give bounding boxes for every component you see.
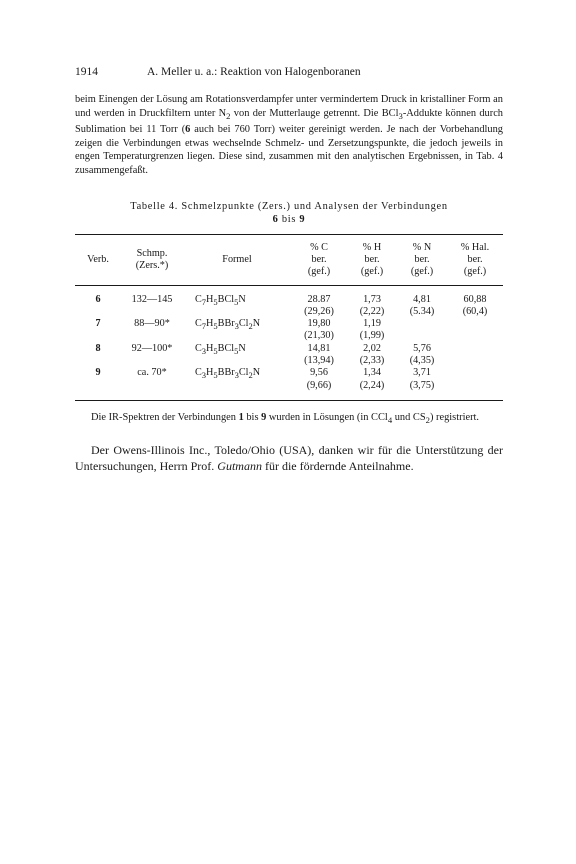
col-header-schmp: Schmp. (Zers.*) [135,247,169,272]
intro-paragraph: beim Einengen der Lösung am Rotationsverdampfer unter vermindertem Druck in kristalliner Form an und werden in Druckfiltern unter $N_2$ von der Mutterlauge getrennt. Die BCl$_3$-Addukte können durch Sublimation bei 11 Torr (6 auch bei 760 Torr) weiter gereinigt werden. Je nach der Vorbehandlung zeigen die Verbindungen etwas wechselnde Schmelz- und Zersetzungspunkte, die jedoch jeweils in engen Temperaturgrenzen liegen. Diese sind, zusammen mit den analytischen Ergebnissen, in Tab. 4 zusammengefaßt. [75,94,504,177]
cell-hal: 60,88 (60,4) [462,293,488,317]
running-title: A. Meller u. a.: Reaktion von Halogenboranen [147,66,361,78]
cell-schmp: ca. 70* [137,367,167,379]
cell-schmp: 132—145 [131,293,173,305]
cell-hal [447,318,503,343]
cell-hal [447,367,503,400]
cell-schmp: 88—90* [134,318,170,330]
page-number: 1914 [75,66,98,78]
table-header-row [75,234,503,285]
cell-h: 1,73 (2,22) [359,293,385,317]
table-caption: Tabelle 4. Schmelzpunkte (Zers.) und Analysen der Verbindungen 6 bis 9 [130,200,448,225]
cell-c: 14,81 (13,94) [304,342,334,367]
cell-n [397,318,447,343]
cell-formel: $C_7H_5BBr_3Cl_2N$ [195,318,261,332]
cell-h: 2,02 (2,33) [359,342,385,367]
running-header [75,66,503,78]
cell-c: 19,80 (21,30) [304,318,334,342]
col-header-c: % C ber. (gef.) [307,241,331,278]
cell-h: 1,19 (1,99) [359,318,385,342]
cell-formel: $C_3H_5BBr_3Cl_2N$ [195,367,261,381]
col-header-n: % N ber. (gef.) [410,241,434,278]
col-header-hal: % Hal. ber. (gef.) [460,241,490,278]
cell-n: 3,71 (3,75) [409,367,435,391]
table-row [75,343,503,368]
cell-n: 5,76 (4,35) [409,342,435,367]
table-row [75,318,503,343]
cell-verb: 7 [95,318,101,330]
analysis-table [75,234,503,401]
journal-page [75,66,503,474]
col-header-h: % H ber. (gef.) [360,241,384,278]
cell-schmp: 92—100* [131,342,173,354]
col-header-formel: Formel [222,253,252,265]
cell-formel: $C_7H_5BCl_5N$ [195,293,246,307]
cell-verb: 6 [95,293,101,305]
cell-h: 1,34 (2,24) [359,367,385,391]
cell-verb: 8 [95,342,101,354]
ir-note: Die IR-Spektren der Verbindungen 1 bis 9 wurden in Lösungen (in CCl$_4$ und $CS_2$) registriert. [91,411,480,425]
cell-c: 28.87 (29,26) [304,293,334,317]
table-row [75,285,503,318]
table-row [75,367,503,400]
acknowledgement: Der Owens-Illinois Inc., Toledo/Ohio (USA), danken wir für die Unterstützung der Untersuchungen, Herrn Prof. Gutmann für die fördernde Anteilnahme. [75,442,503,473]
cell-c: 9,56 (9,66) [306,367,332,391]
cell-hal [447,343,503,368]
cell-formel: $C_3H_5BCl_5N$ [195,342,246,356]
cell-n: 4,81 (5.34) [409,293,435,317]
cell-verb: 9 [95,367,101,379]
col-header-verb: Verb. [87,253,109,265]
